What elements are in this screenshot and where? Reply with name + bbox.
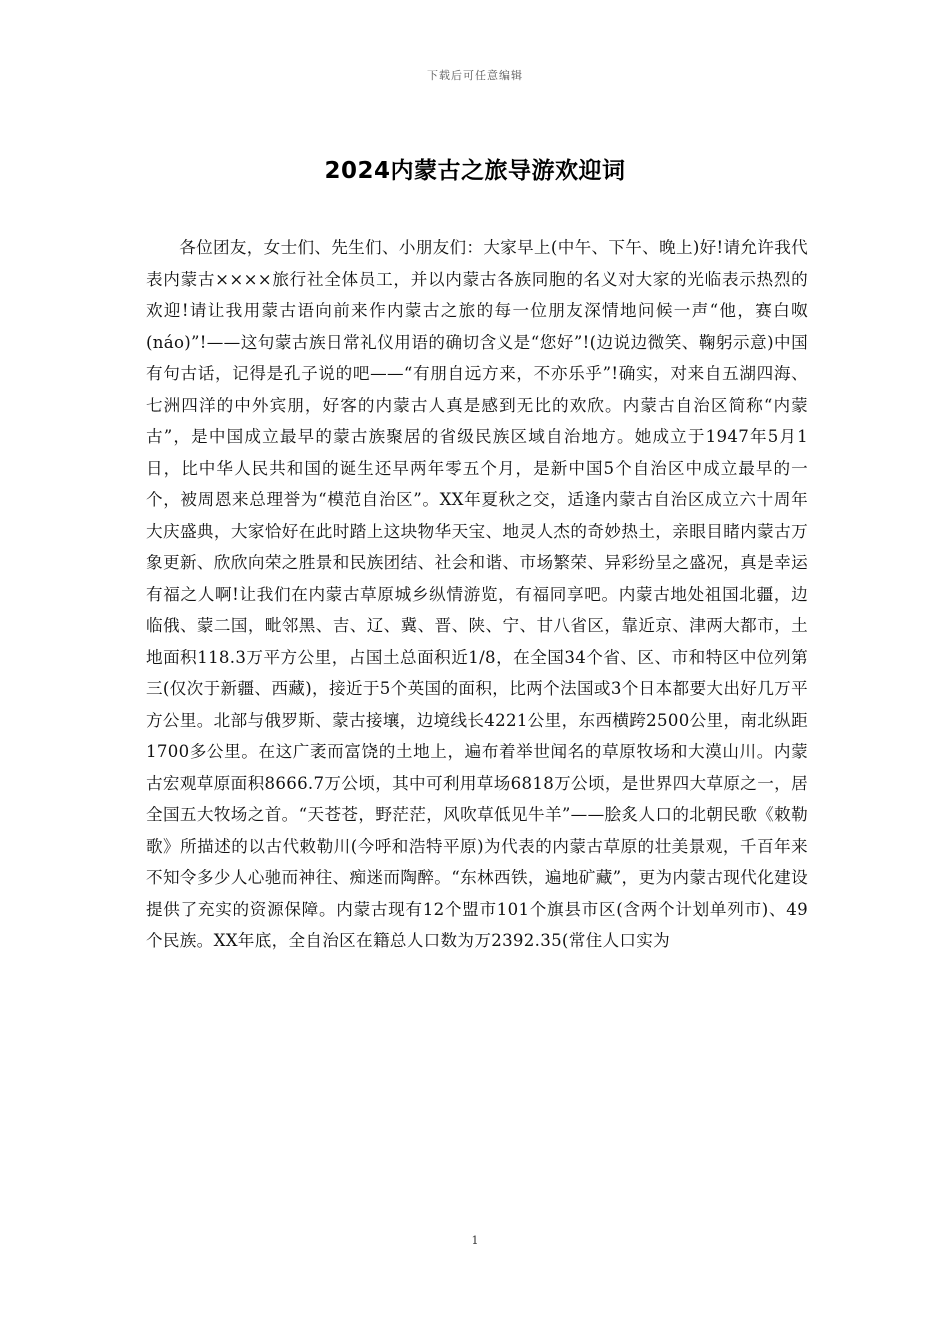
header-note: 下载后可任意编辑 <box>427 69 523 82</box>
page-number: 1 <box>471 1234 479 1247</box>
document-title: 2024内蒙古之旅导游欢迎词 <box>324 158 626 184</box>
body-paragraph: 各位团友，女士们、先生们、小朋友们：大家早上(中午、下午、晚上)好!请允许我代表内蒙古××××旅行社全体员工，并以内蒙古各族同胞的名义对大家的光临表示热烈的欢迎!请让我用蒙古语向前来作内蒙古之旅的每一位朋友深情地问候一声“他，赛白呶(náo)”!——这句蒙古族日常礼仪用语的确切含义是“您好”!(边说边微笑、鞠躬示意)中国有句古话，记得是孔子说的吧——“有朋自远方来，不亦乐乎”!确实，对来自五湖四海、七洲四洋的中外宾朋，好客的内蒙古人真是感到无比的欢欣。内蒙古自治区简称“内蒙古”，是中国成立最早的蒙古族聚居的省级民族区域自治地方。她成立于1947年5月1日，比中华人民共和国的诞生还早两年零五个月，是新中国5个自治区中成立最早的一个，被周恩来总理誉为“模范自治区”。XX年夏秋之交，适逢内蒙古自治区成立六十周年大庆盛典，大家恰好在此时踏上这块物华天宝、地灵人杰的奇妙热土，亲眼目睹内蒙古万象更新、欣欣向荣之胜景和民族团结、社会和谐、市场繁荣、异彩纷呈之盛况，真是幸运有福之人啊!让我们在内蒙古草原城乡纵情游览，有福同享吧。内蒙古地处祖国北疆，边临俄、蒙二国，毗邻黑、吉、辽、冀、晋、陕、宁、甘八省区，靠近京、津两大都市，土地面积118.3万平方公里，占国土总面积近1/8，在全国34个省、区、市和特区中位列第三(仅次于新疆、西藏)，接近于5个英国的面积，比两个法国或3个日本都要大出好几万平方公里。北部与俄罗斯、蒙古接壤，边境线长4221公里，东西横跨2500公里，南北纵距1700多公里。在这广袤而富饶的土地上，遍布着举世闻名的草原牧场和大漠山川。内蒙古宏观草原面积8666.7万公顷，其中可利用草场6818万公顷，是世界四大草原之一，居全国五大牧场之首。“天苍苍，野茫茫，风吹草低见牛羊”——脍炙人口的北朝民歌《敕勒歌》所描述的以古代敕勒川(今呼和浩特平原)为代表的内蒙古草原的壮美景观，千百年来不知令多少人心驰而神往、痴迷而陶醉。“东林西铁，遍地矿藏”，更为内蒙古现代化建设提供了充实的资源保障。内蒙古现有12个盟市101个旗县市区(含两个计划单列市)、49个民族。XX年底，全自治区在籍总人口数为万2392.35(常住人口实为 <box>146 238 808 950</box>
